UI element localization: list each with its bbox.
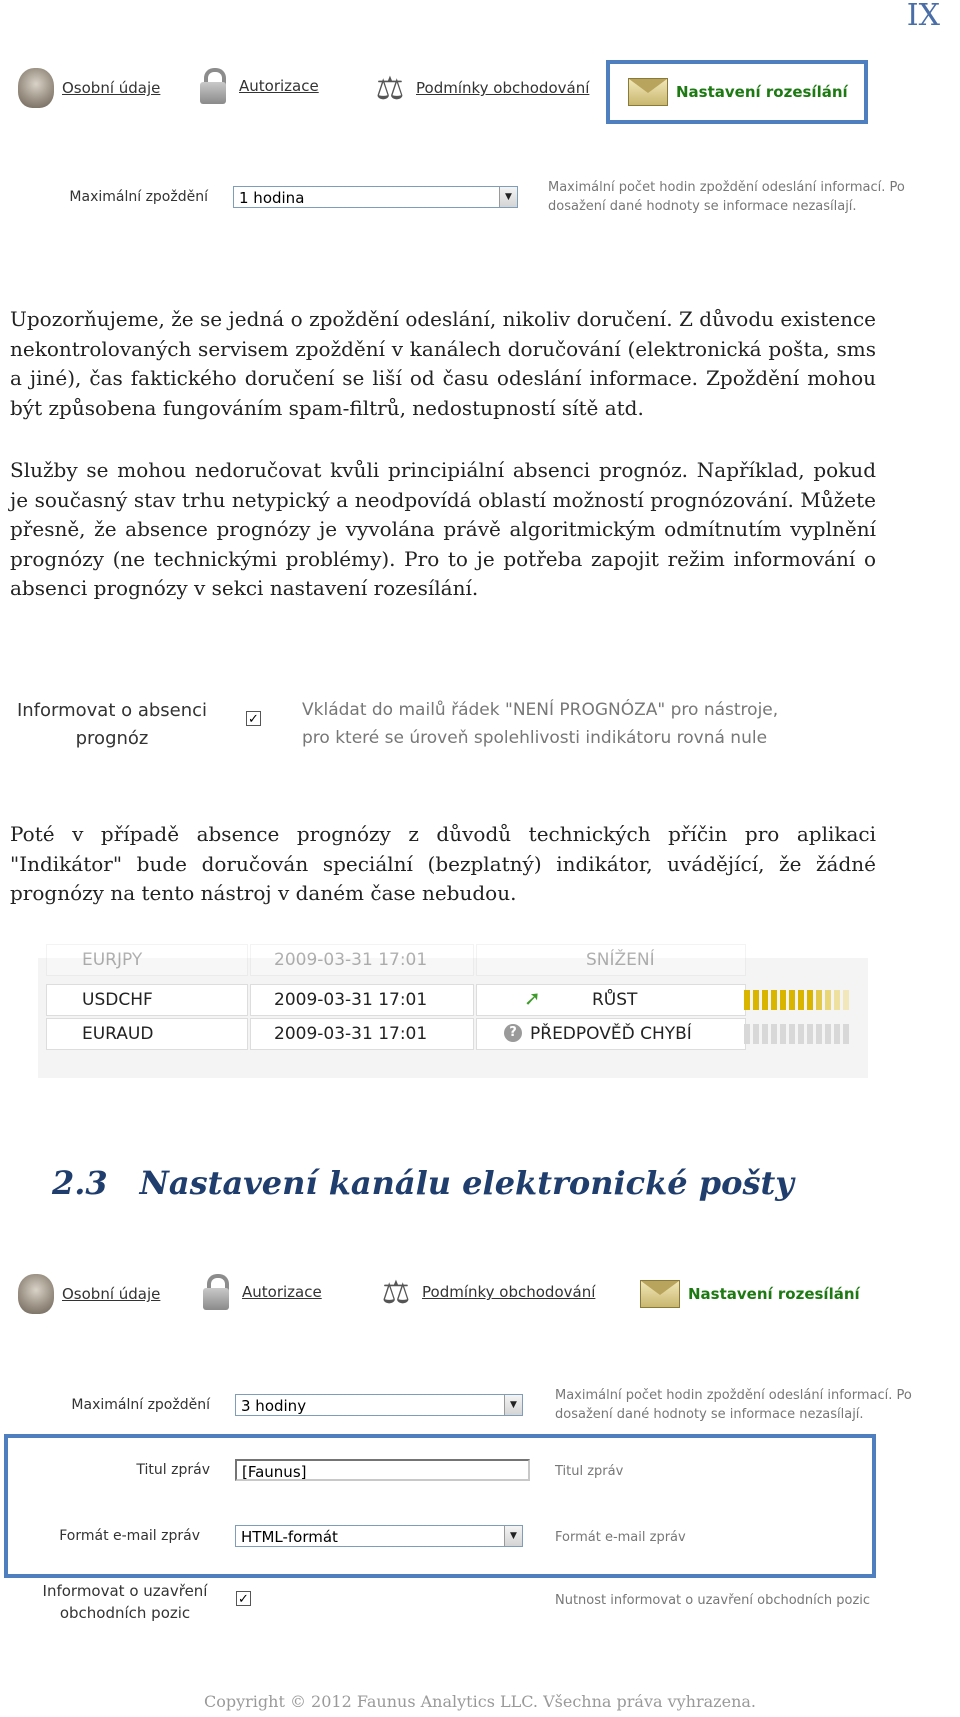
paragraph-missing-forecasts: Služby se mohou nedoručovat kvůli principiální absenci prognóz. Například, pokud je současný stav trhu netypický a neodpovídá oblastí možností prognózování. Můžete přesně, že absence prognózy je vyvolána právě algoritmickým odmítnutím vyplnění prognózy (ne technickými problémy). Pro to je potřeba zapojit režim informování o absenci prognózy v sekci nastavení rozesílání. [10,458,876,600]
signal-cell: SNÍŽENÍ [586,950,655,970]
close-positions-checkbox[interactable]: ✓ [236,1591,251,1606]
scales-icon: ⚖ [375,69,405,107]
close-positions-help: Nutnost informovat o uzavření obchodních pozic [555,1593,871,1608]
signal-cell: PŘEDPOVĚĎ CHYBÍ [530,1024,692,1044]
table-row [46,1018,856,1050]
paragraph-delay-notice: Upozorňujeme, že se jedná o zpoždění odeslání, nikoliv doručení. Z důvodu existence nekontrolovaných servisem zpoždění v kanálech doručování (elektronická pošta, sms a jiné), čas faktického doručení se liší od času odeslání informace. Zpoždění mohou být způsobena fungováním spam-filtrů, nedostupností sítě atd. [10,307,876,420]
tab-authorization[interactable] [198,1272,322,1312]
tab-trading-conditions[interactable] [378,1272,595,1312]
inform-absence-label: Informovat o absenci prognóz [16,700,208,749]
page-number: IX [906,0,940,33]
max-delay-value: 3 hodiny [241,1397,307,1415]
section-heading [52,1164,794,1202]
tab-personal[interactable] [18,68,160,108]
tab-label: Podmínky obchodování [422,1283,596,1301]
email-format-label: Formát e-mail zpráv [59,1528,200,1544]
chevron-down-icon[interactable]: ▼ [504,1395,522,1415]
tab-label: Osobní údaje [62,1285,161,1303]
footer-copyright: Copyright © 2012 Faunus Analytics LLC. Všechna práva vyhrazena. [203,1692,756,1711]
reliability-bars [744,1024,849,1044]
inform-absence-help: Vkládat do mailů řádek "NENÍ PROGNÓZA" pro nástroje, pro které se úroveň spolehlivosti indikátoru rovná nule [302,700,779,748]
symbol-cell: EURAUD [82,1024,154,1044]
max-delay-label: Maximální zpoždění [71,1397,210,1413]
envelope-icon [640,1280,680,1308]
reliability-bars [744,990,849,1010]
tab-label: Nastavení rozesílání [676,83,848,101]
tab-label: Podmínky obchodování [416,79,590,97]
inform-absence-checkbox[interactable]: ✓ [246,711,261,726]
email-format-help: Formát e-mail zpráv [555,1530,686,1545]
message-title-help: Titul zpráv [555,1464,624,1479]
chevron-down-icon[interactable]: ▼ [499,187,517,207]
message-title-label: Titul zpráv [136,1462,210,1478]
tab-label: Osobní údaje [62,79,161,97]
tab-mailing-settings[interactable] [640,1280,860,1308]
time-cell: 2009-03-31 17:01 [274,1024,428,1044]
max-delay-select[interactable] [235,1394,523,1416]
time-cell: 2009-03-31 17:01 [274,990,428,1010]
highlight-box [4,1434,876,1578]
envelope-icon [628,78,668,106]
email-format-value: HTML-formát [241,1528,338,1546]
tab-mailing-settings[interactable] [606,60,868,124]
tab-authorization[interactable] [195,66,319,106]
symbol-cell: USDCHF [82,990,153,1010]
time-cell: 2009-03-31 17:01 [274,950,428,970]
settings-tabs-top [0,62,960,132]
up-arrow-icon: ➚ [524,986,541,1010]
tab-trading-conditions[interactable] [372,68,589,108]
head-icon [18,68,54,108]
question-icon: ? [504,1024,522,1042]
table-row [46,944,856,976]
head-icon [18,1274,54,1314]
max-delay-help: Maximální počet hodin zpoždění odeslání informací. Po dosažení dané hodnoty se informace nezasílají. [548,180,905,214]
section-number: 2.3 [52,1164,108,1202]
section-title: Nastavení kanálu elektronické pošty [139,1164,794,1202]
paragraph-indicator: Poté v případě absence prognózy z důvodů technických příčin pro aplikaci "Indikátor" bude doručován speciální (bezplatný) indikátor, uvádějící, že žádné prognózy na tento nástroj v daném čase nebudou. [10,822,876,905]
email-format-select[interactable] [235,1525,523,1547]
lock-icon [195,66,231,106]
scales-icon: ⚖ [381,1273,411,1311]
message-title-input[interactable] [235,1459,530,1481]
indicator-table-snippet [38,950,868,1078]
tab-personal[interactable] [18,1274,160,1314]
symbol-cell: EURJPY [82,950,143,970]
signal-cell: RŮST [592,990,638,1010]
max-delay-value: 1 hodina [239,189,305,207]
max-delay-label: Maximální zpoždění [69,189,208,205]
tab-label: Autorizace [242,1283,322,1301]
tab-label: Autorizace [239,77,319,95]
settings-tabs-bottom [0,1270,960,1340]
chevron-down-icon[interactable]: ▼ [504,1526,522,1546]
tab-label: Nastavení rozesílání [688,1285,860,1303]
max-delay-select[interactable] [233,186,518,208]
message-title-value: [Faunus] [242,1463,307,1481]
table-row [46,984,856,1016]
lock-icon [198,1272,234,1312]
close-positions-label: Informovat o uzavření obchodních pozic [42,1582,208,1622]
max-delay-help: Maximální počet hodin zpoždění odeslání informací. Po dosažení dané hodnoty se informace nezasílají. [555,1388,912,1422]
